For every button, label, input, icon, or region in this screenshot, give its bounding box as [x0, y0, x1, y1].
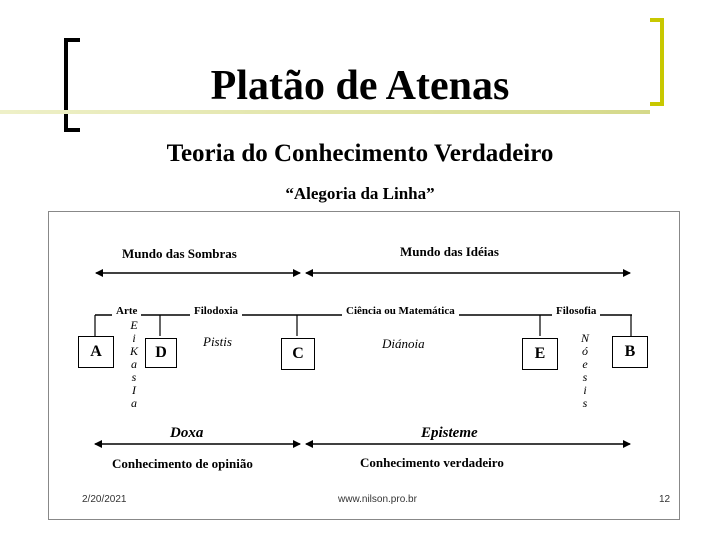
sombras-label: Mundo das Sombras — [118, 246, 241, 262]
eikasia-letter: s — [131, 370, 137, 384]
point-d-box: D — [145, 338, 177, 368]
diagram-caption: “Alegoria da Linha” — [285, 184, 435, 203]
eikasia-vertical-text — [127, 319, 141, 410]
eikasia-letter: I — [132, 383, 136, 397]
point-e-box: E — [522, 338, 558, 370]
episteme-label: Episteme — [417, 425, 482, 442]
eikasia-letter: a — [131, 396, 137, 410]
ideias-label: Mundo das Idéias — [396, 244, 503, 260]
noesis-letter: s — [582, 370, 588, 384]
noesis-letter: i — [583, 383, 587, 397]
filodoxia-label: Filodoxia — [190, 305, 242, 317]
ciencia-label: Ciência ou Matemática — [342, 305, 459, 317]
verdadeiro-label: Conhecimento verdadeiro — [356, 455, 508, 471]
opiniao-label: Conhecimento de opinião — [108, 456, 257, 472]
arte-label: Arte — [112, 305, 141, 317]
footer-date: 2/20/2021 — [82, 494, 127, 505]
filosofia-label: Filosofia — [552, 305, 600, 317]
pistis-label: Pistis — [203, 334, 232, 349]
dianoia-label: Diánoia — [382, 336, 425, 351]
slide-title: Platão de Atenas — [210, 63, 510, 109]
footer-page-number: 12 — [659, 494, 671, 505]
eikasia-letter: E — [130, 318, 138, 332]
doxa-label: Doxa — [166, 425, 207, 442]
noesis-letter: s — [582, 396, 588, 410]
slide-subtitle: Teoria do Conhecimento Verdadeiro — [166, 140, 554, 167]
noesis-letter: ó — [582, 344, 588, 358]
point-a-box: A — [78, 336, 114, 368]
noesis-letter: e — [582, 357, 588, 371]
eikasia-letter: i — [132, 331, 136, 345]
eikasia-letter: a — [131, 357, 137, 371]
point-b-box: B — [612, 336, 648, 368]
footer-site: www.nilson.pro.br — [338, 494, 417, 505]
point-c-box: C — [281, 338, 315, 370]
eikasia-letter: K — [129, 344, 138, 358]
noesis-vertical-text — [578, 332, 592, 410]
noesis-letter: N — [580, 331, 589, 345]
